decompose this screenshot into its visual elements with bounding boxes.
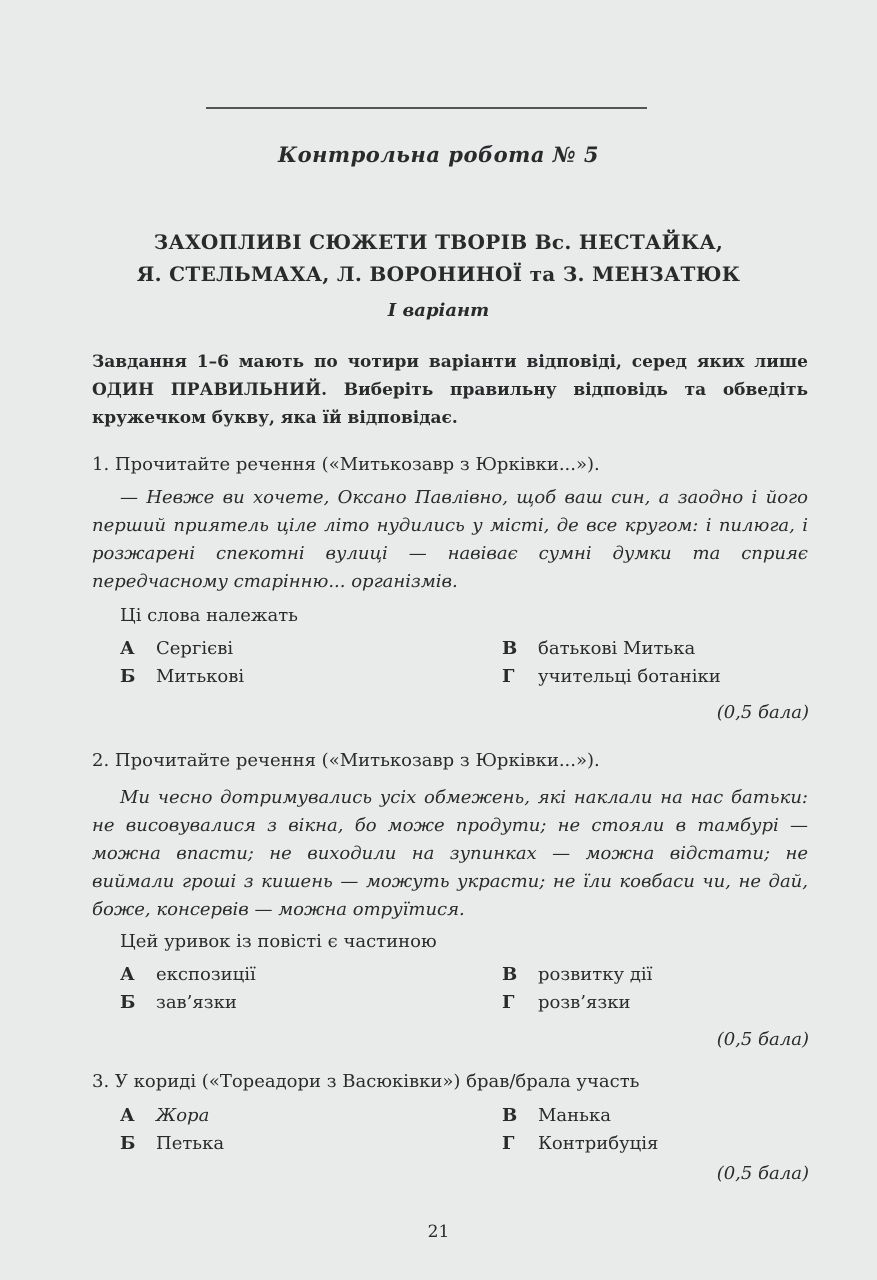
option-text: зав’язки (156, 992, 237, 1013)
option-letter: А (120, 1105, 135, 1126)
topic-title-line-2: Я. СТЕЛЬМАХА, Л. ВОРОНИНОЇ та З. МЕНЗАТЮК (136, 262, 741, 286)
page-number: 21 (427, 1222, 450, 1242)
question-2-score: (0,5 бала) (716, 1029, 809, 1050)
option-text: Сергієві (156, 638, 234, 659)
variant-label: І варіант (387, 300, 490, 321)
option-letter: А (120, 638, 135, 659)
question-3-score: (0,5 бала) (716, 1163, 809, 1184)
question-3-option-b[interactable] (120, 1133, 224, 1154)
question-2-quote: Ми чесно дотримувались усіх обмежень, які наклали на нас батьки: не висовувалися з вікна, бо може продути; не стояли в тамбурі — можна впасти; не виходили на зупинках — можна відстати; не виймали гроші з кишень — можуть украсти; не їли ковбаси чи, не дай, боже, консервів — можна отруїтися. (92, 787, 808, 920)
option-text: експозиції (156, 964, 256, 985)
option-text: Контрибуція (538, 1133, 659, 1154)
question-2-option-b[interactable] (120, 992, 237, 1013)
option-text: Митькові (156, 666, 245, 687)
question-2-option-g[interactable] (502, 992, 630, 1013)
option-letter: Г (502, 666, 515, 687)
question-2-option-a[interactable] (120, 964, 256, 985)
question-2-option-v[interactable] (502, 964, 652, 985)
option-letter: В (502, 638, 518, 659)
option-text: Манька (538, 1105, 611, 1126)
question-1-score: (0,5 бала) (716, 702, 809, 723)
header-rule (206, 107, 647, 109)
option-letter: В (502, 964, 518, 985)
option-letter: Б (120, 1133, 136, 1154)
question-1-stem: Ці слова належать (120, 605, 298, 626)
option-letter: В (502, 1105, 518, 1126)
option-text: батькові Митька (538, 638, 696, 659)
instruction-text: Завдання 1–6 мають по чотири варіанти відповіді, серед яких лише ОДИН ПРАВИЛЬНИЙ. Виберіть правильну відповідь та обведіть кружечком букву, яка їй відповідає. (92, 352, 808, 428)
option-letter: А (120, 964, 135, 985)
question-1-option-a[interactable] (120, 638, 233, 659)
question-3-prompt: 3. У кориді («Тореадори з Васюківки») брав/брала участь (92, 1071, 640, 1092)
question-1-prompt: 1. Прочитайте речення («Митькозавр з Юрківки...»). (92, 454, 600, 475)
question-1-option-g[interactable] (502, 666, 721, 687)
question-2-stem: Цей уривок із повісті є частиною (120, 931, 437, 952)
question-2-prompt: 2. Прочитайте речення («Митькозавр з Юрківки...»). (92, 750, 600, 771)
option-text: розвитку дії (538, 964, 653, 985)
option-text: Петька (156, 1133, 225, 1154)
question-3-option-v[interactable] (502, 1105, 611, 1126)
option-letter: Г (502, 1133, 515, 1154)
option-letter: Б (120, 666, 136, 687)
option-text: учительці ботаніки (538, 666, 721, 687)
question-1-quote: — Невже ви хочете, Оксано Павлівно, щоб ваш син, а заодно і його перший приятель ціле літо нудились у місті, де все кругом: і пилюга, і розжарені спекотні вулиці — навіває сумні думки та сприяє передчасному старінню... організмів. (92, 487, 808, 592)
question-1-option-v[interactable] (502, 638, 695, 659)
option-text: розв’язки (538, 992, 631, 1013)
question-3-option-a[interactable] (120, 1105, 209, 1126)
question-3-option-g[interactable] (502, 1133, 658, 1154)
question-1-option-b[interactable] (120, 666, 244, 687)
option-letter: Б (120, 992, 136, 1013)
work-title: Контрольна робота № 5 (277, 142, 600, 167)
option-letter: Г (502, 992, 515, 1013)
option-text: Жора (156, 1105, 210, 1126)
topic-title-line-1: ЗАХОПЛИВІ СЮЖЕТИ ТВОРІВ Вс. НЕСТАЙКА, (153, 230, 724, 254)
